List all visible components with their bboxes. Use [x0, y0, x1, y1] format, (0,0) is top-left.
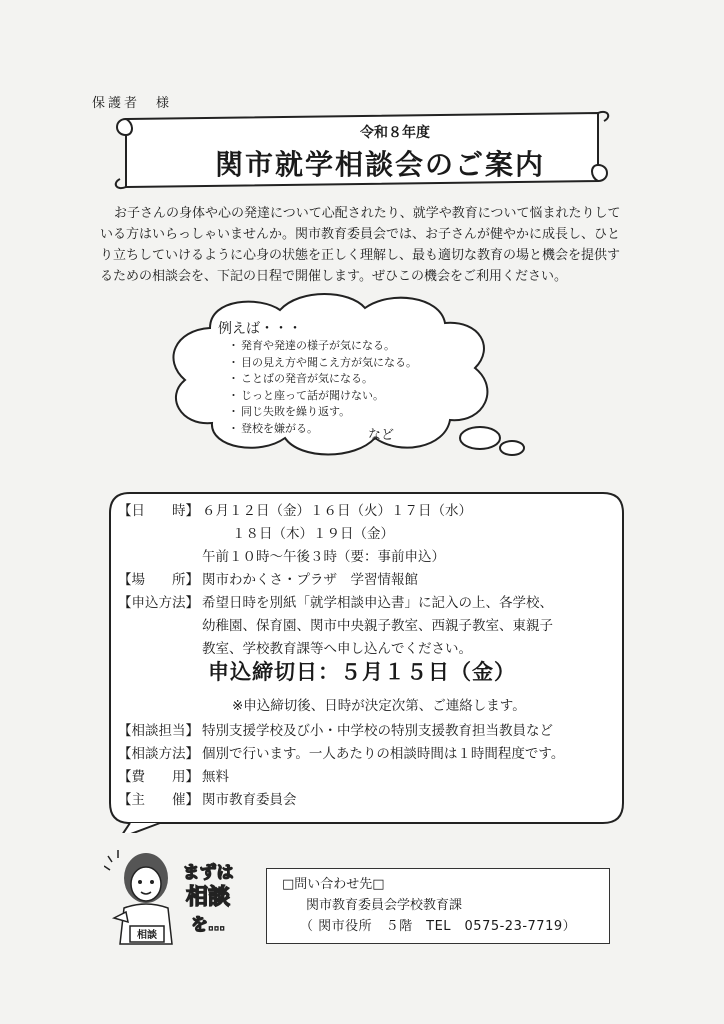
apply-value-3: 教室、学校教育課等へ申し込んでください。 — [202, 641, 472, 657]
page-title: 関市就学相談会のご案内 — [214, 148, 545, 181]
host-label: 【主 催】 — [118, 792, 199, 808]
list-item: ・ 目の見え方や聞こえ方が気になる。 — [228, 355, 417, 372]
list-item: ・ 同じ失敗を繰り返す。 — [228, 404, 417, 421]
date-value-1: ６月１２日（金）１６日（火）１７日（水） — [202, 503, 472, 519]
host-value: 関市教育委員会 — [202, 792, 297, 808]
contact-heading: □問い合わせ先□ — [282, 877, 385, 892]
fee-value: 無料 — [202, 769, 229, 785]
mascot-caption-2: 相談 — [185, 885, 231, 910]
staff-value: 特別支援学校及び小・中学校の特別支援教育担当教員など — [202, 723, 553, 739]
apply-value-1: 希望日時を別紙「就学相談申込書」に記入の上、各学校、 — [202, 595, 553, 611]
staff-label: 【相談担当】 — [118, 723, 199, 739]
counselor-mascot-illustration — [104, 846, 246, 946]
apply-row — [118, 591, 553, 611]
era-year: 令和８年度 — [360, 125, 430, 141]
date-label: 【日 時】 — [118, 503, 199, 519]
method-value: 個別で行います。一人あたりの相談時間は１時間程度です。 — [202, 746, 565, 762]
examples-list — [228, 338, 417, 437]
method-label: 【相談方法】 — [118, 746, 199, 762]
method-row — [118, 742, 564, 762]
mascot-caption-1: まずは — [182, 863, 234, 883]
host-row — [118, 788, 297, 808]
recipient-line: 保護者 様 — [92, 96, 173, 111]
fee-row — [118, 765, 229, 785]
examples-etc: など — [368, 428, 395, 443]
apply-value-2: 幼稚園、保育園、関市中央親子教室、西親子教室、東親子 — [202, 618, 553, 634]
deadline-heading: 申込締切日：５月１５日（金） — [208, 660, 516, 684]
list-item: ・ ことばの発音が気になる。 — [228, 371, 417, 388]
place-value: 関市わかくさ・プラザ 学習情報館 — [202, 572, 418, 588]
intro-paragraph: お子さんの身体や心の発達について心配されたり、就学や教育について悩まれたりしている方はいらっしゃいませんか。関市教育委員会では、お子さんが健やかに成長し、ひとり立ちしていけるように心身の状態を正しく理解し、最も適切な教育の場と機会を提供するための相談会を、下記の日程で開催します。ぜひこの機会をご利用ください。 — [100, 206, 621, 284]
time-value: 午前１０時～午後３時（要：事前申込） — [202, 549, 445, 565]
fee-label: 【費 用】 — [118, 769, 199, 785]
list-item: ・ 発育や発達の様子が気になる。 — [228, 338, 417, 355]
contact-organization: 関市教育委員会学校教育課 — [306, 898, 463, 913]
examples-heading: 例えば・・・ — [218, 321, 302, 337]
date-row — [118, 499, 472, 519]
place-label: 【場 所】 — [118, 572, 199, 588]
mascot-desk-label: 相談 — [137, 930, 157, 941]
date-value-2: １８日（木）１９日（金） — [232, 526, 394, 542]
contact-address-phone: （ 関市役所 ５階 TEL 0575-23-7719） — [300, 919, 577, 934]
list-item: ・ じっと座って話が聞けない。 — [228, 388, 417, 405]
list-item: ・ 登校を嫌がる。 — [228, 421, 417, 438]
deadline-note: ※申込締切後、日時が決定次第、ご連絡します。 — [232, 698, 526, 714]
staff-row — [118, 719, 553, 739]
mascot-caption-3: を… — [191, 915, 225, 935]
place-row — [118, 568, 418, 588]
apply-label: 【申込方法】 — [118, 595, 199, 611]
intro-text — [100, 203, 632, 287]
